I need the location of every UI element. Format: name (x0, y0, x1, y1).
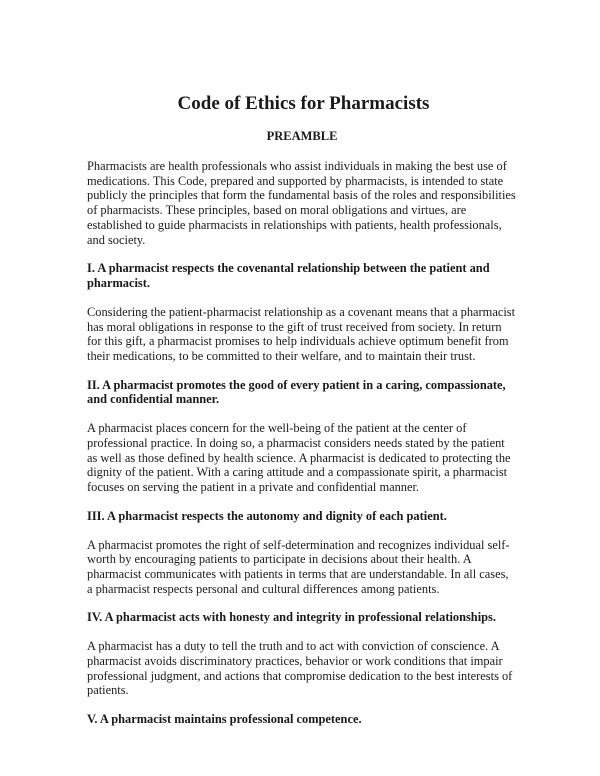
section-4-heading: IV. A pharmacist acts with honesty and integrity in professional relationships. (87, 610, 496, 625)
preamble-paragraph: Pharmacists are health professionals who assist individuals in making the best use of medications. This Code, prepared and supported by pharmacists, is intended to state publicly the principles that form the fundamental basis of the roles and responsibilities of pharmacists. These principles, based on moral obligations and virtues, are established to guide pharmacists in relationships with patients, health professionals, and society. (87, 159, 516, 247)
section-3-body: A pharmacist promotes the right of self-determination and recognizes individual self-worth by encouraging patients to participate in decisions about their health. A pharmacist communicates with patients in terms that are understandable. In all cases, a pharmacist respects personal and cultural differences among patients. (87, 537, 510, 596)
document-page (87, 92, 517, 741)
document-title: Code of Ethics for Pharmacists (177, 93, 430, 114)
section-2-body: A pharmacist places concern for the well-being of the patient at the center of professional practice. In doing so, a pharmacist considers needs stated by the patient as well as those defined by health science. A pharmacist is dedicated to protecting the dignity of the patient. With a caring attitude and a compassionate spirit, a pharmacist focuses on serving the patient in a private and confidential manner. (87, 421, 511, 495)
section-4-body: A pharmacist has a duty to tell the truth and to act with conviction of conscience. A pharmacist avoids discriminatory practices, behavior or work conditions that impair professional judgment, and actions that compromise dedication to the best interests of patients. (87, 639, 513, 698)
section-1-heading: I. A pharmacist respects the covenantal relationship between the patient and pharmacist. (87, 261, 490, 291)
section-1-body: Considering the patient-pharmacist relationship as a covenant means that a pharmacist has moral obligations in response to the gift of trust received from society. In return for this gift, a pharmacist promises to help individuals achieve optimum benefit from their medications, to be committed to their welfare, and to maintain their trust. (87, 304, 516, 363)
preamble-heading: PREAMBLE (266, 129, 338, 143)
section-2-heading: II. A pharmacist promotes the good of every patient in a caring, compassionate, and confidential manner. (87, 377, 506, 407)
section-5-heading: V. A pharmacist maintains professional competence. (87, 711, 362, 726)
section-3-heading: III. A pharmacist respects the autonomy and dignity of each patient. (87, 508, 447, 523)
